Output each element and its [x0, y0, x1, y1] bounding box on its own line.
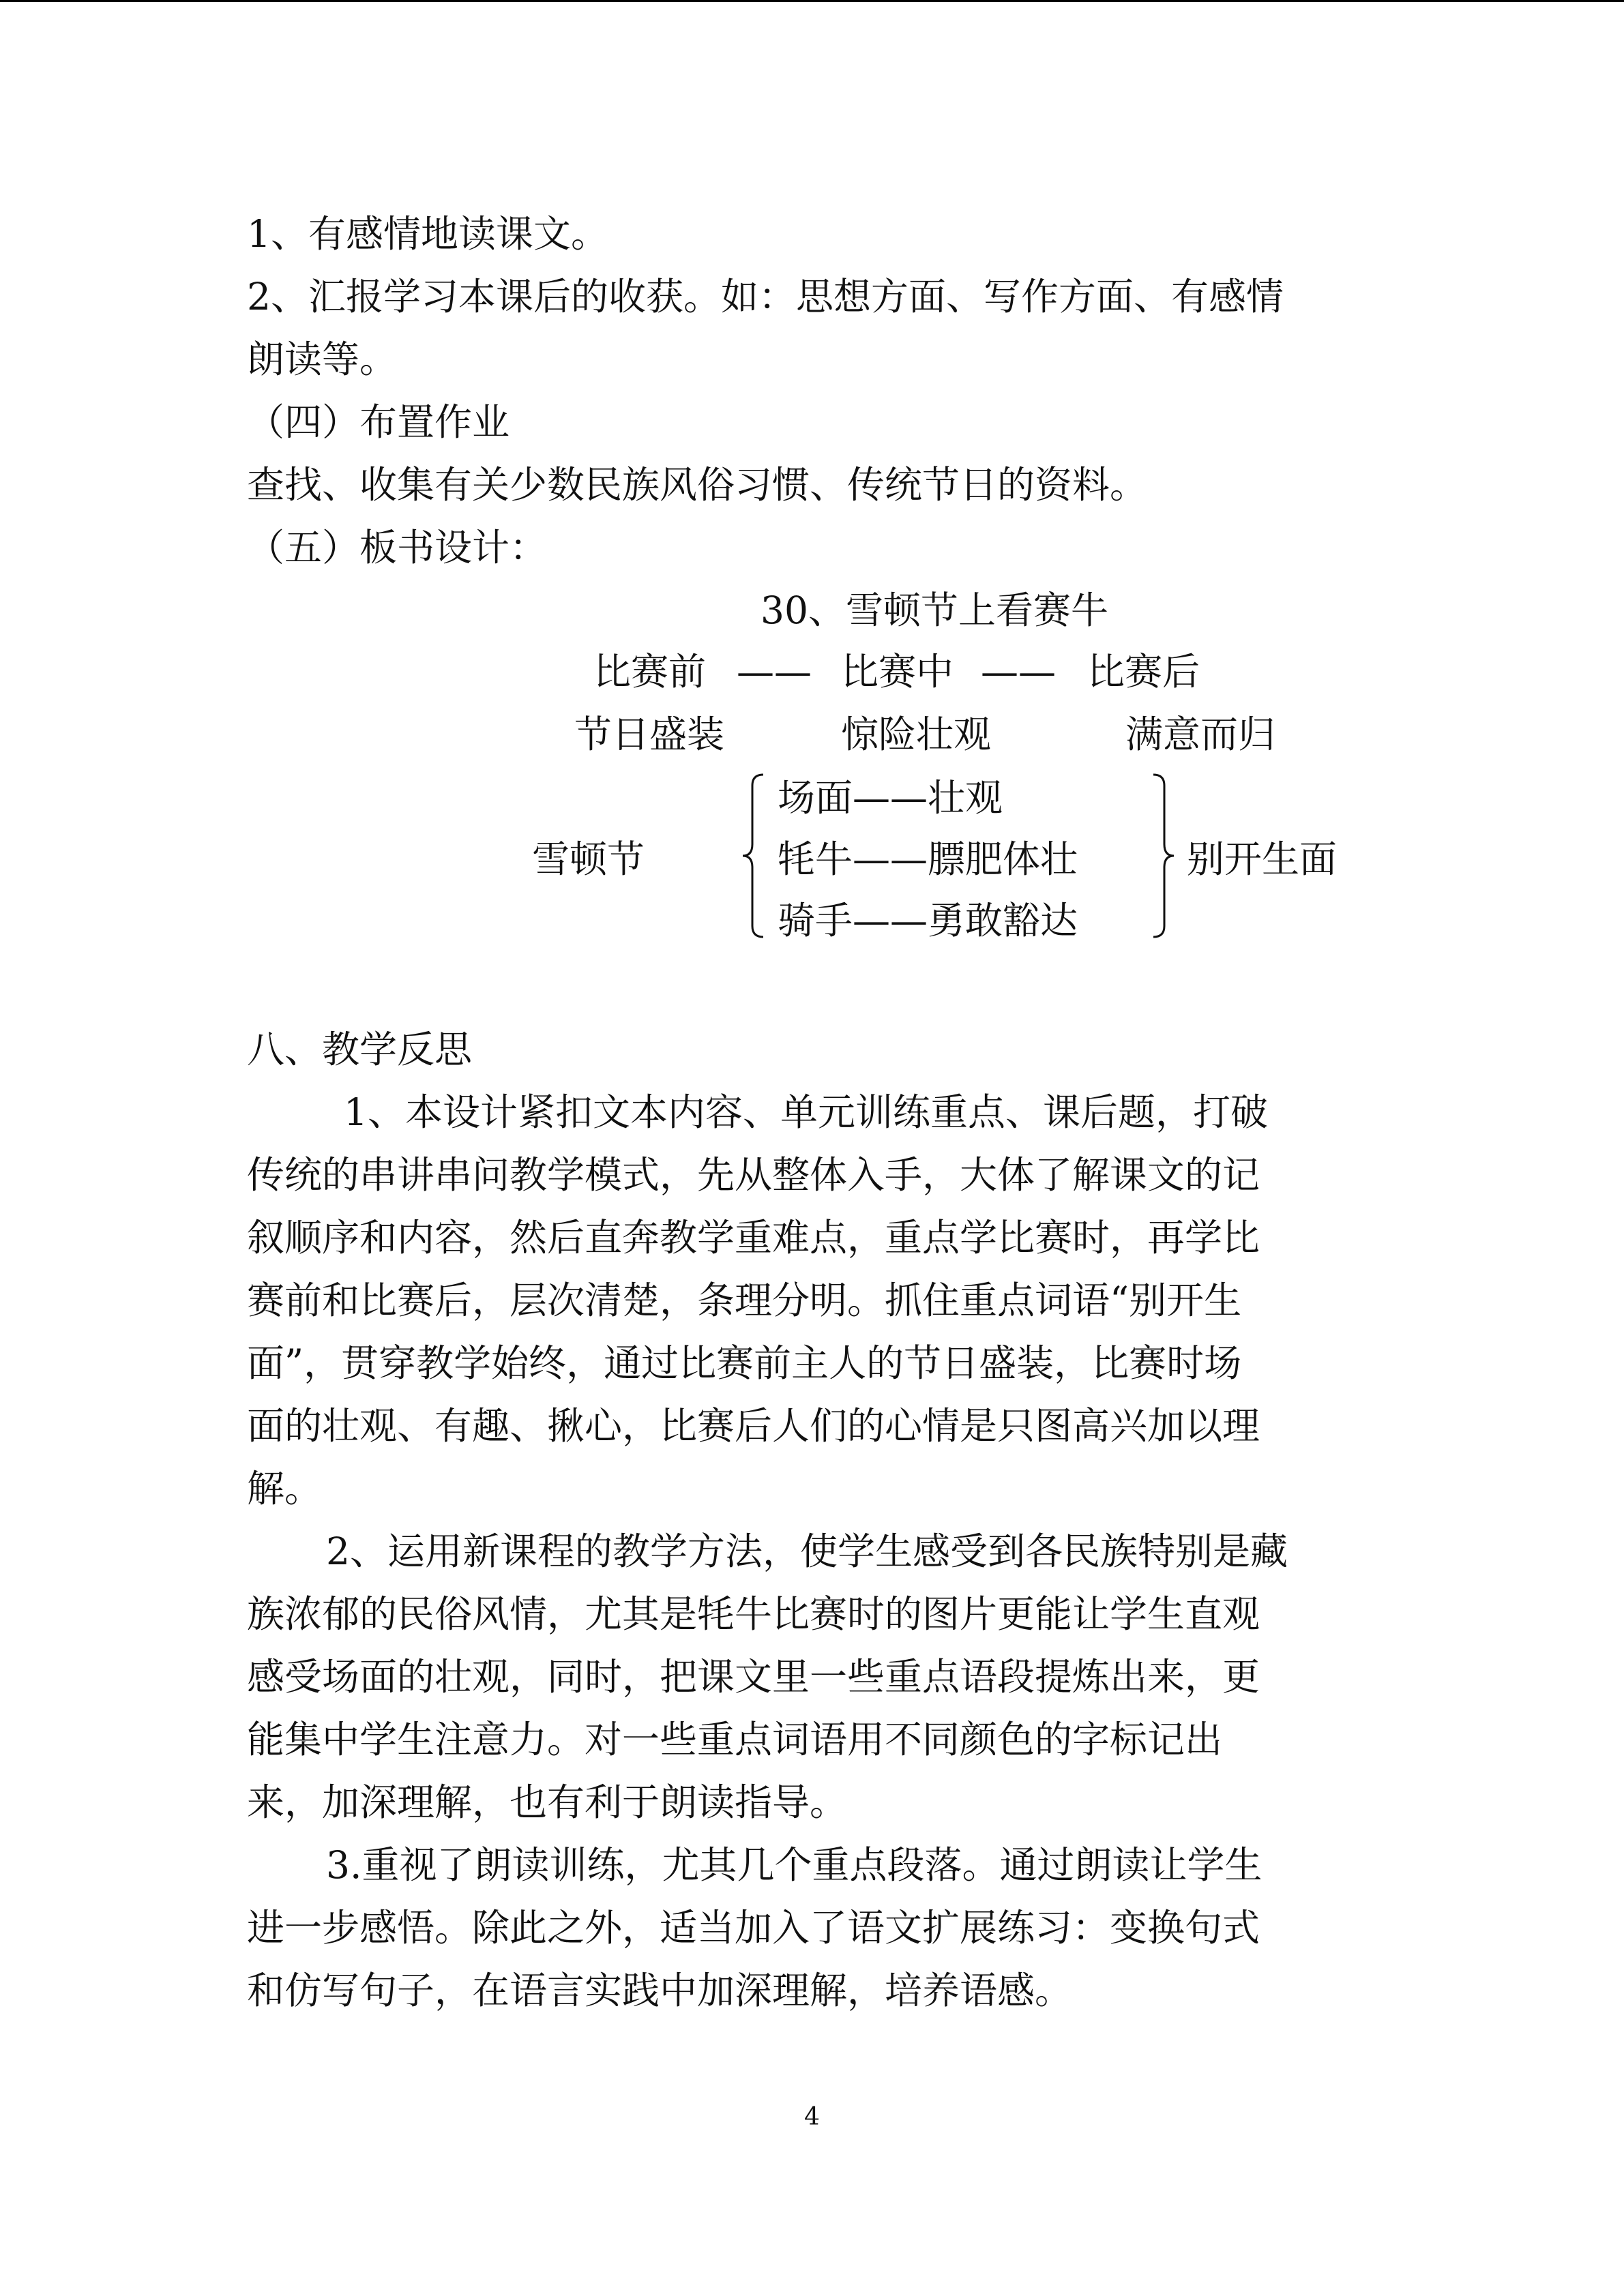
page-number: 4: [804, 2103, 820, 2131]
paragraph-line: 族浓郁的民俗风情，尤其是牦牛比赛时的图片更能让学生直观: [247, 1592, 1260, 1636]
paragraph-line: 能集中学生注意力。对一些重点词语用不同颜色的字标记出: [247, 1718, 1223, 1761]
paragraph-line: 解。: [247, 1467, 323, 1510]
section-heading: （四）布置作业: [247, 400, 510, 444]
board-desc-after: 满意而归: [1125, 713, 1276, 756]
right-brace-icon: [1149, 771, 1177, 941]
board-dash: ——: [981, 650, 1056, 694]
board-stage-after: 比赛后: [1087, 650, 1200, 694]
board-title: 30、雪顿节上看赛牛: [761, 588, 1108, 632]
text-line: 查找、收集有关少数民族风俗习惯、传统节日的资料。: [247, 463, 1148, 507]
paragraph-line: 面”，贯穿教学始终，通过比赛前主人的节日盛装，比赛时场: [247, 1341, 1242, 1385]
paragraph-line: 来，加深理解，也有利于朗读指导。: [247, 1780, 848, 1824]
paragraph-line: 感受场面的壮观，同时，把课文里一些重点语段提炼出来，更: [247, 1655, 1260, 1699]
paragraph-line: 3.重视了朗读训练，尤其几个重点段落。通过朗读让学生: [326, 1843, 1263, 1887]
section-heading: 八、教学反思: [247, 1028, 473, 1071]
board-item: 场面——壮观: [778, 776, 1003, 820]
paragraph-line: 叙顺序和内容，然后直奔教学重难点，重点学比赛时，再学比: [247, 1216, 1260, 1259]
board-desc-during: 惊险壮观: [841, 713, 992, 756]
paragraph-line: 进一步感悟。除此之外，适当加入了语文扩展练习：变换句式: [247, 1906, 1260, 1950]
board-stage-during: 比赛中: [841, 650, 954, 694]
paragraph-line: 面的壮观、有趣、揪心，比赛后人们的心情是只图高兴加以理: [247, 1404, 1260, 1448]
board-summary: 别开生面: [1187, 837, 1338, 881]
board-festival: 雪顿节: [532, 837, 645, 881]
board-item: 牦牛——膘肥体壮: [778, 837, 1078, 881]
paragraph-line: 1、本设计紧扣文本内容、单元训练重点、课后题，打破: [344, 1090, 1268, 1134]
top-border-line: [0, 0, 1624, 2]
text-line: 1、有感情地读课文。: [247, 212, 608, 256]
board-item: 骑手——勇敢豁达: [778, 899, 1078, 942]
board-desc-before: 节日盛装: [574, 713, 725, 756]
board-stage-before: 比赛前: [593, 650, 707, 694]
section-heading: （五）板书设计：: [247, 526, 548, 569]
paragraph-line: 传统的串讲串问教学模式，先从整体入手，大体了解课文的记: [247, 1153, 1260, 1197]
left-brace-icon: [740, 771, 767, 941]
text-line: 2、汇报学习本课后的收获。如：思想方面、写作方面、有感情: [247, 275, 1284, 318]
text-line: 朗读等。: [247, 338, 398, 381]
paragraph-line: 赛前和比赛后，层次清楚，条理分明。抓住重点词语“别开生: [247, 1279, 1242, 1322]
paragraph-line: 和仿写句子，在语言实践中加深理解，培养语感。: [247, 1969, 1073, 2012]
board-dash: ——: [737, 650, 812, 694]
paragraph-line: 2、运用新课程的教学方法，使学生感受到各民族特别是藏: [326, 1530, 1288, 1573]
